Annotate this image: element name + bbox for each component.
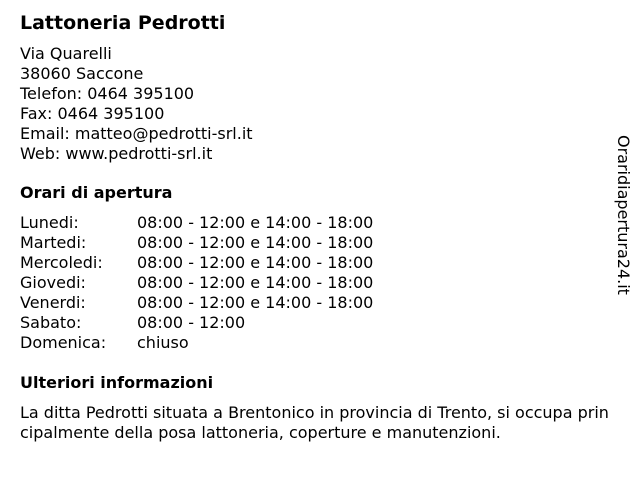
time-value: 08:00 - 12:00 e 14:00 - 18:00 <box>137 253 374 272</box>
hours-row-sunday <box>20 333 373 353</box>
time-value: 08:00 - 12:00 e 14:00 - 18:00 <box>137 233 374 252</box>
hours-row-monday <box>20 213 373 233</box>
fax-line: Fax: 0464 395100 <box>20 104 165 123</box>
web-line[interactable]: Web: www.pedrotti-srl.it <box>20 144 213 163</box>
day-label: Giovedi: <box>20 273 86 292</box>
time-value: chiuso <box>137 333 189 352</box>
time-value: 08:00 - 12:00 e 14:00 - 18:00 <box>137 273 374 292</box>
business-card <box>20 10 610 442</box>
day-label: Sabato: <box>20 313 82 332</box>
day-label: Mercoledi: <box>20 253 103 272</box>
time-value: 08:00 - 12:00 e 14:00 - 18:00 <box>137 293 374 312</box>
hours-row-wednesday <box>20 253 373 273</box>
address-city: 38060 Saccone <box>20 64 144 83</box>
day-label: Lunedi: <box>20 213 79 232</box>
phone-line: Telefon: 0464 395100 <box>20 84 195 103</box>
brand-watermark: Oraridiapertura24.it <box>614 135 633 295</box>
address-street: Via Quarelli <box>20 44 112 63</box>
business-name: Lattoneria Pedrotti <box>20 12 226 34</box>
hours-row-friday <box>20 293 373 313</box>
day-label: Domenica: <box>20 333 107 352</box>
info-title: Ulteriori informazioni <box>20 373 214 392</box>
hours-row-tuesday <box>20 233 373 253</box>
hours-row-saturday <box>20 313 373 333</box>
opening-hours-table <box>20 213 373 353</box>
day-label: Venerdi: <box>20 293 86 312</box>
contact-block <box>20 44 610 164</box>
email-line[interactable]: Email: matteo@pedrotti-srl.it <box>20 124 253 143</box>
hours-row-thursday <box>20 273 373 293</box>
info-description: La ditta Pedrotti situata a Brentonico in provincia di Trento, si occupa principalmente della posa lattoneria, coperture e manutenzioni. <box>20 403 609 442</box>
day-label: Martedi: <box>20 233 87 252</box>
time-value: 08:00 - 12:00 e 14:00 - 18:00 <box>137 213 374 232</box>
time-value: 08:00 - 12:00 <box>137 313 246 332</box>
hours-title: Orari di apertura <box>20 183 173 202</box>
